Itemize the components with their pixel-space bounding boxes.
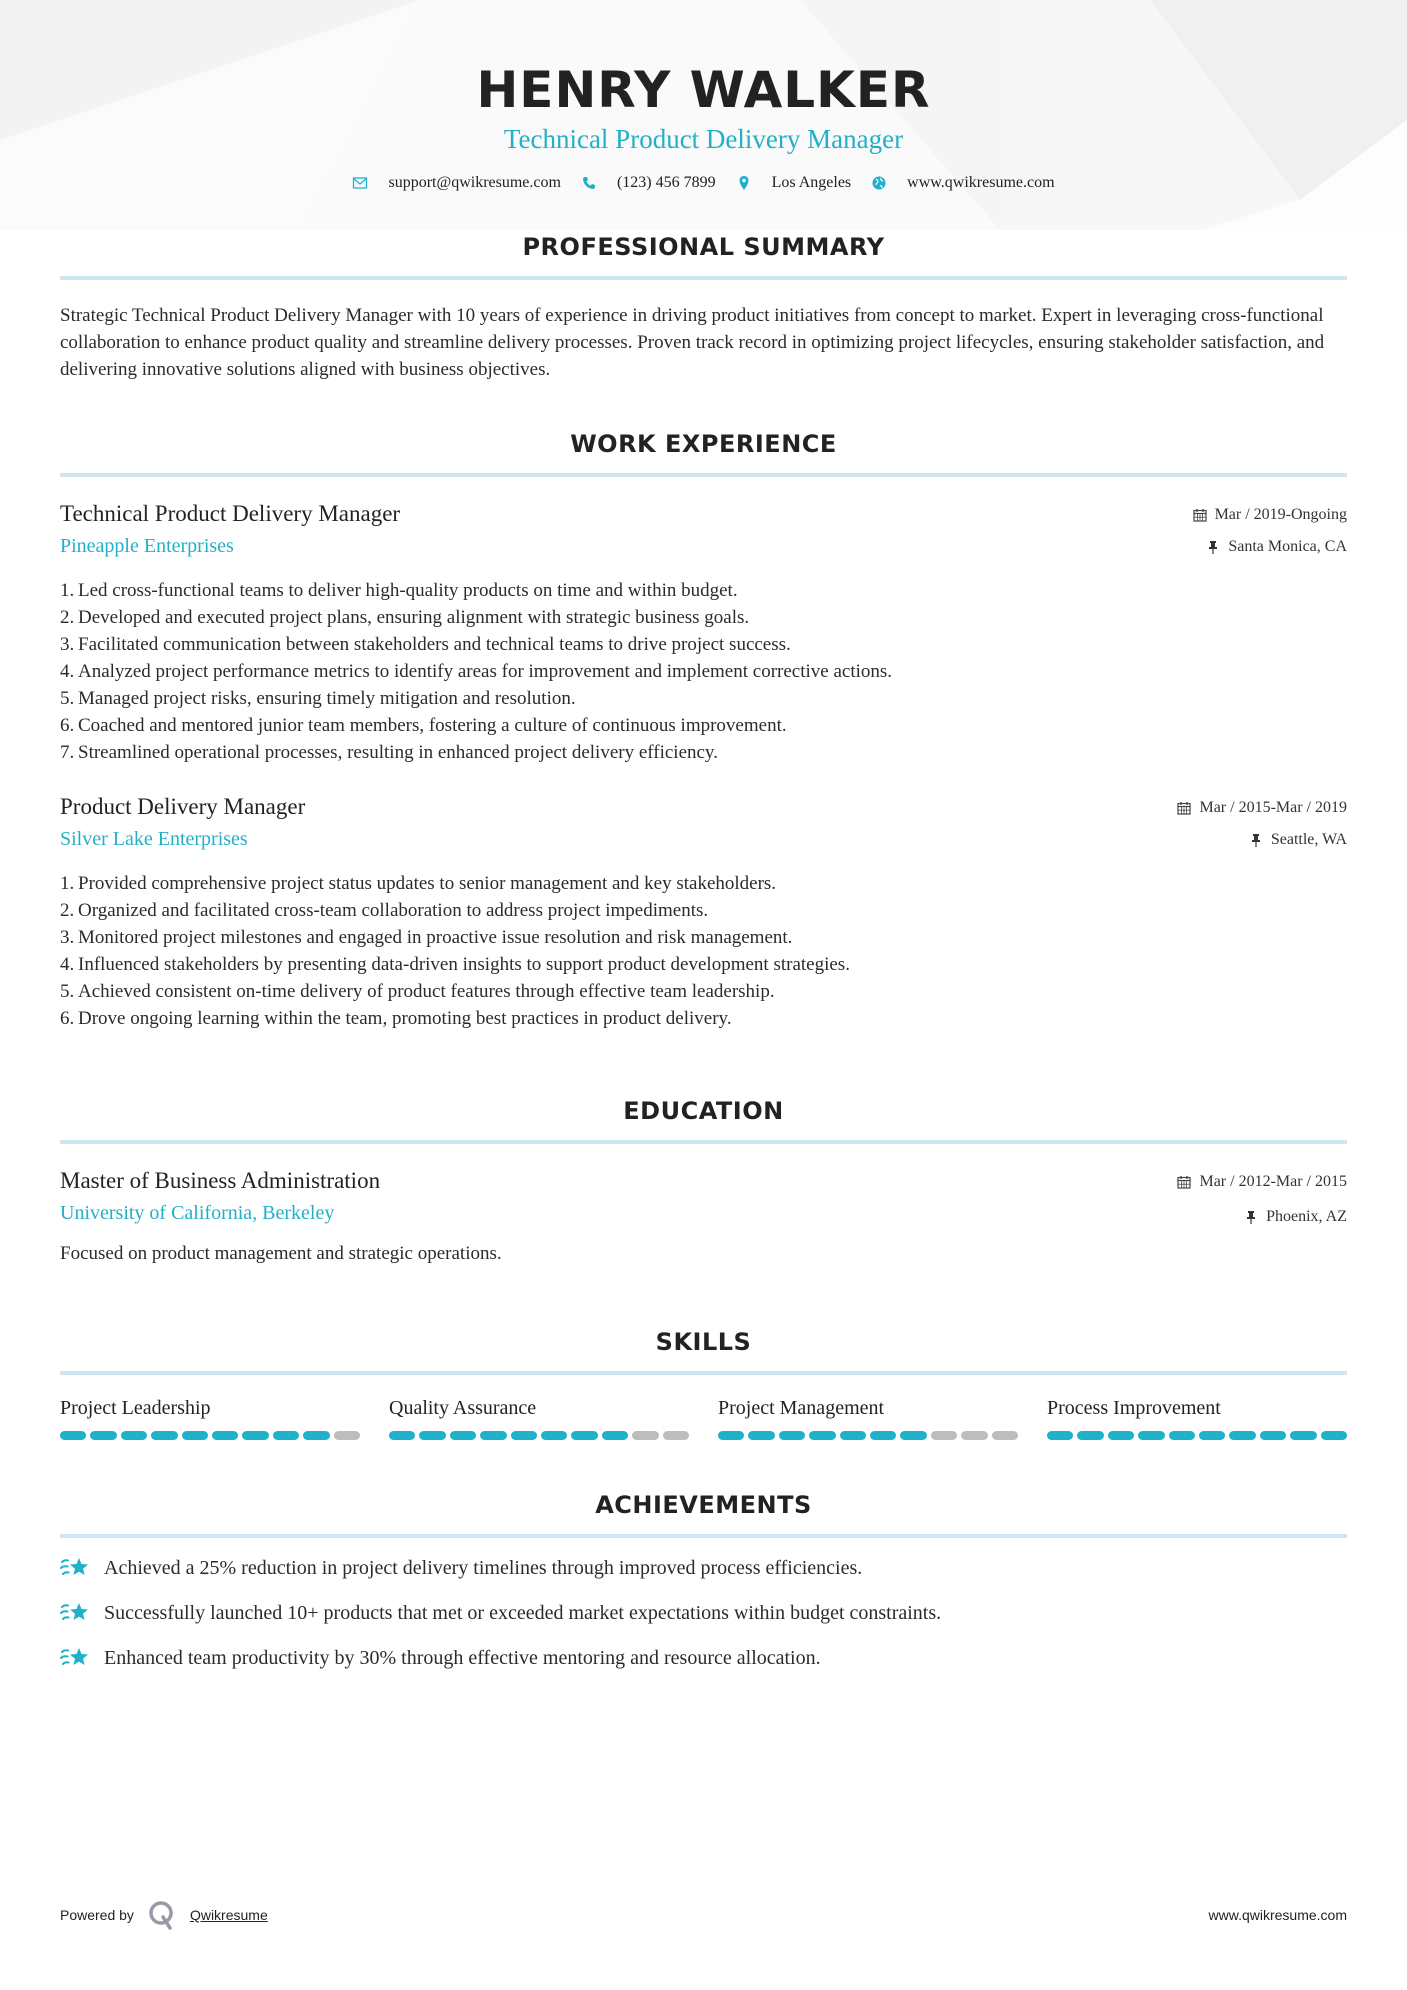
job-dates bbox=[1177, 792, 1347, 824]
skill-segment-filled bbox=[1199, 1431, 1225, 1440]
job-location-text: Santa Monica, CA bbox=[1228, 538, 1347, 555]
job-bullets bbox=[60, 577, 1347, 766]
job-location bbox=[1177, 824, 1347, 856]
achievement-item bbox=[60, 1644, 1347, 1672]
skill-segment-filled bbox=[718, 1431, 744, 1440]
achievement-item bbox=[60, 1554, 1347, 1582]
page-footer bbox=[60, 1900, 1347, 1930]
section-title: SKILLS bbox=[655, 1328, 752, 1356]
education-description: Focused on product management and strategic operations. bbox=[60, 1243, 502, 1264]
skill-segment-filled bbox=[273, 1431, 299, 1440]
skill-segment-filled bbox=[389, 1431, 415, 1440]
achievement-item bbox=[60, 1599, 1347, 1627]
section-title: PROFESSIONAL SUMMARY bbox=[522, 233, 885, 261]
contact-location bbox=[736, 174, 852, 192]
skill-segment-filled bbox=[151, 1431, 177, 1440]
skill-segment-filled bbox=[809, 1431, 835, 1440]
skill-segment-filled bbox=[121, 1431, 147, 1440]
pushpin-icon bbox=[1206, 540, 1220, 554]
skill-segment-filled bbox=[1138, 1431, 1164, 1440]
bullet-item: 5. Achieved consistent on-time delivery of product features through effective team leadership. bbox=[60, 981, 775, 1002]
job-bullets bbox=[60, 870, 1347, 1032]
job-entry bbox=[60, 499, 1347, 766]
qwikresume-logo-icon bbox=[148, 1900, 176, 1930]
contact-phone-text: (123) 456 7899 bbox=[616, 174, 716, 191]
achievement-text: Achieved a 25% reduction in project delivery timelines through improved process efficiencies. bbox=[104, 1556, 863, 1579]
bullet-item: 6. Drove ongoing learning within the team, promoting best practices in product delivery. bbox=[60, 1008, 732, 1029]
contact-bar bbox=[60, 174, 1347, 192]
skill-level-bar bbox=[718, 1431, 1018, 1440]
summary-section bbox=[60, 232, 1347, 383]
job-dates-text: Mar / 2019-Ongoing bbox=[1214, 506, 1347, 523]
skill-segment-filled bbox=[541, 1431, 567, 1440]
bullet-item: 6. Coached and mentored junior team members, fostering a culture of continuous improvement. bbox=[60, 715, 787, 736]
skill-segment-filled bbox=[303, 1431, 329, 1440]
footer-website[interactable]: www.qwikresume.com bbox=[1208, 1907, 1347, 1923]
skill-segment-filled bbox=[419, 1431, 445, 1440]
summary-text: Strategic Technical Product Delivery Manager with 10 years of experience in driving product initiatives from concept to market. Expert in leveraging cross-functional collaboration to enhance product quality and streamline delivery processes. Proven track record in optimizing project lifecycles, ensuring stakeholder satisfaction, and delivering innovative solutions aligned with business objectives. bbox=[60, 305, 1325, 380]
section-title: WORK EXPERIENCE bbox=[570, 430, 837, 458]
skill-item bbox=[718, 1395, 1018, 1440]
candidate-role: Technical Product Delivery Manager bbox=[503, 124, 904, 154]
education-section bbox=[60, 1096, 1347, 1267]
calendar-icon bbox=[1177, 1175, 1191, 1189]
skill-segment-filled bbox=[1077, 1431, 1103, 1440]
map-marker-icon bbox=[736, 175, 752, 191]
skill-segment-empty bbox=[334, 1431, 360, 1440]
achievement-text: Successfully launched 10+ products that met or exceeded market expectations within budget constraints. bbox=[104, 1601, 942, 1624]
skill-level-bar bbox=[1047, 1431, 1347, 1440]
skill-segment-filled bbox=[779, 1431, 805, 1440]
contact-phone[interactable] bbox=[581, 174, 716, 192]
globe-icon bbox=[871, 175, 887, 191]
skill-segment-filled bbox=[1321, 1431, 1347, 1440]
qwikresume-link[interactable]: Qwikresume bbox=[189, 1907, 268, 1923]
skill-segment-filled bbox=[1169, 1431, 1195, 1440]
contact-website[interactable] bbox=[871, 174, 1054, 192]
job-title: Product Delivery Manager bbox=[60, 794, 306, 819]
candidate-name: HENRY WALKER bbox=[476, 61, 931, 119]
skill-item bbox=[389, 1395, 689, 1440]
skill-name: Project Leadership bbox=[60, 1397, 211, 1419]
pushpin-icon bbox=[1244, 1210, 1258, 1224]
skill-segment-filled bbox=[1229, 1431, 1255, 1440]
skill-name: Process Improvement bbox=[1047, 1397, 1221, 1419]
job-company: Pineapple Enterprises bbox=[60, 535, 234, 557]
skill-segment-filled bbox=[242, 1431, 268, 1440]
bullet-item: 1. Provided comprehensive project status updates to senior management and key stakeholders. bbox=[60, 873, 777, 894]
bullet-item: 2. Developed and executed project plans, ensuring alignment with strategic business goals. bbox=[60, 607, 750, 628]
skill-segment-filled bbox=[900, 1431, 926, 1440]
job-location bbox=[1193, 531, 1347, 563]
job-company: Silver Lake Enterprises bbox=[60, 828, 248, 850]
pushpin-icon bbox=[1249, 833, 1263, 847]
resume-header bbox=[60, 0, 1347, 192]
skill-segment-filled bbox=[182, 1431, 208, 1440]
powered-by-label: Powered by bbox=[60, 1907, 134, 1923]
contact-website-text: www.qwikresume.com bbox=[907, 174, 1055, 191]
education-entry bbox=[60, 1166, 1347, 1267]
bullet-item: 3. Facilitated communication between stakeholders and technical teams to drive project success. bbox=[60, 634, 791, 655]
phone-icon bbox=[581, 175, 597, 191]
bullet-item: 2. Organized and facilitated cross-team collaboration to address project impediments. bbox=[60, 900, 709, 921]
bullet-item: 7. Streamlined operational processes, resulting in enhanced project delivery efficiency. bbox=[60, 742, 718, 763]
skills-list bbox=[60, 1395, 1347, 1440]
section-title: EDUCATION bbox=[623, 1097, 784, 1125]
section-divider bbox=[60, 1371, 1347, 1375]
skill-segment-filled bbox=[60, 1431, 86, 1440]
skill-segment-empty bbox=[632, 1431, 658, 1440]
skill-segment-filled bbox=[450, 1431, 476, 1440]
skill-level-bar bbox=[60, 1431, 360, 1440]
job-title: Technical Product Delivery Manager bbox=[60, 501, 401, 526]
calendar-icon bbox=[1193, 508, 1207, 522]
bullet-item: 3. Monitored project milestones and engaged in proactive issue resolution and risk management. bbox=[60, 927, 793, 948]
job-location-text: Seattle, WA bbox=[1270, 831, 1347, 848]
shooting-star-icon bbox=[60, 1554, 92, 1582]
achievements-list bbox=[60, 1554, 1347, 1672]
education-location bbox=[1177, 1198, 1347, 1236]
skill-level-bar bbox=[389, 1431, 689, 1440]
bullet-item: 5. Managed project risks, ensuring timely mitigation and resolution. bbox=[60, 688, 576, 709]
skill-segment-filled bbox=[1108, 1431, 1134, 1440]
skill-segment-empty bbox=[931, 1431, 957, 1440]
skill-segment-filled bbox=[571, 1431, 597, 1440]
job-dates bbox=[1193, 499, 1347, 531]
education-location-text: Phoenix, AZ bbox=[1266, 1208, 1347, 1225]
section-divider bbox=[60, 1534, 1347, 1538]
school-name: University of California, Berkeley bbox=[60, 1202, 335, 1224]
skill-segment-empty bbox=[992, 1431, 1018, 1440]
skill-segment-filled bbox=[212, 1431, 238, 1440]
bullet-item: 4. Influenced stakeholders by presenting data-driven insights to support product development strategies. bbox=[60, 954, 850, 975]
section-divider bbox=[60, 276, 1347, 280]
powered-by bbox=[60, 1900, 268, 1930]
skill-segment-filled bbox=[1260, 1431, 1286, 1440]
bullet-item: 1. Led cross-functional teams to deliver high-quality products on time and within budget. bbox=[60, 580, 738, 601]
experience-section bbox=[60, 429, 1347, 1032]
skill-segment-filled bbox=[90, 1431, 116, 1440]
skill-segment-empty bbox=[961, 1431, 987, 1440]
achievements-section bbox=[60, 1490, 1347, 1672]
job-dates-text: Mar / 2015-Mar / 2019 bbox=[1199, 799, 1347, 816]
shooting-star-icon bbox=[60, 1644, 92, 1672]
skill-segment-filled bbox=[480, 1431, 506, 1440]
skill-segment-filled bbox=[1047, 1431, 1073, 1440]
skill-name: Quality Assurance bbox=[389, 1397, 537, 1419]
skill-segment-filled bbox=[870, 1431, 896, 1440]
shooting-star-icon bbox=[60, 1599, 92, 1627]
contact-location-text: Los Angeles bbox=[771, 174, 852, 191]
skill-name: Project Management bbox=[718, 1397, 885, 1419]
contact-email[interactable] bbox=[352, 174, 560, 192]
skill-segment-filled bbox=[511, 1431, 537, 1440]
skills-section bbox=[60, 1327, 1347, 1440]
education-dates bbox=[1177, 1166, 1347, 1198]
section-divider bbox=[60, 473, 1347, 477]
degree-title: Master of Business Administration bbox=[60, 1168, 381, 1193]
education-dates-text: Mar / 2012-Mar / 2015 bbox=[1199, 1173, 1347, 1190]
section-title: ACHIEVEMENTS bbox=[595, 1491, 812, 1519]
job-entry bbox=[60, 792, 1347, 1032]
skill-segment-filled bbox=[840, 1431, 866, 1440]
skill-item bbox=[1047, 1395, 1347, 1440]
section-divider bbox=[60, 1140, 1347, 1144]
achievement-text: Enhanced team productivity by 30% through effective mentoring and resource allocation. bbox=[104, 1646, 821, 1669]
skill-segment-filled bbox=[1290, 1431, 1316, 1440]
skill-segment-filled bbox=[748, 1431, 774, 1440]
skill-segment-filled bbox=[602, 1431, 628, 1440]
contact-email-text: support@qwikresume.com bbox=[388, 174, 561, 191]
skill-item bbox=[60, 1395, 360, 1440]
calendar-icon bbox=[1177, 801, 1191, 815]
skill-segment-empty bbox=[663, 1431, 689, 1440]
envelope-icon bbox=[352, 175, 368, 191]
bullet-item: 4. Analyzed project performance metrics to identify areas for improvement and implement corrective actions. bbox=[60, 661, 893, 682]
